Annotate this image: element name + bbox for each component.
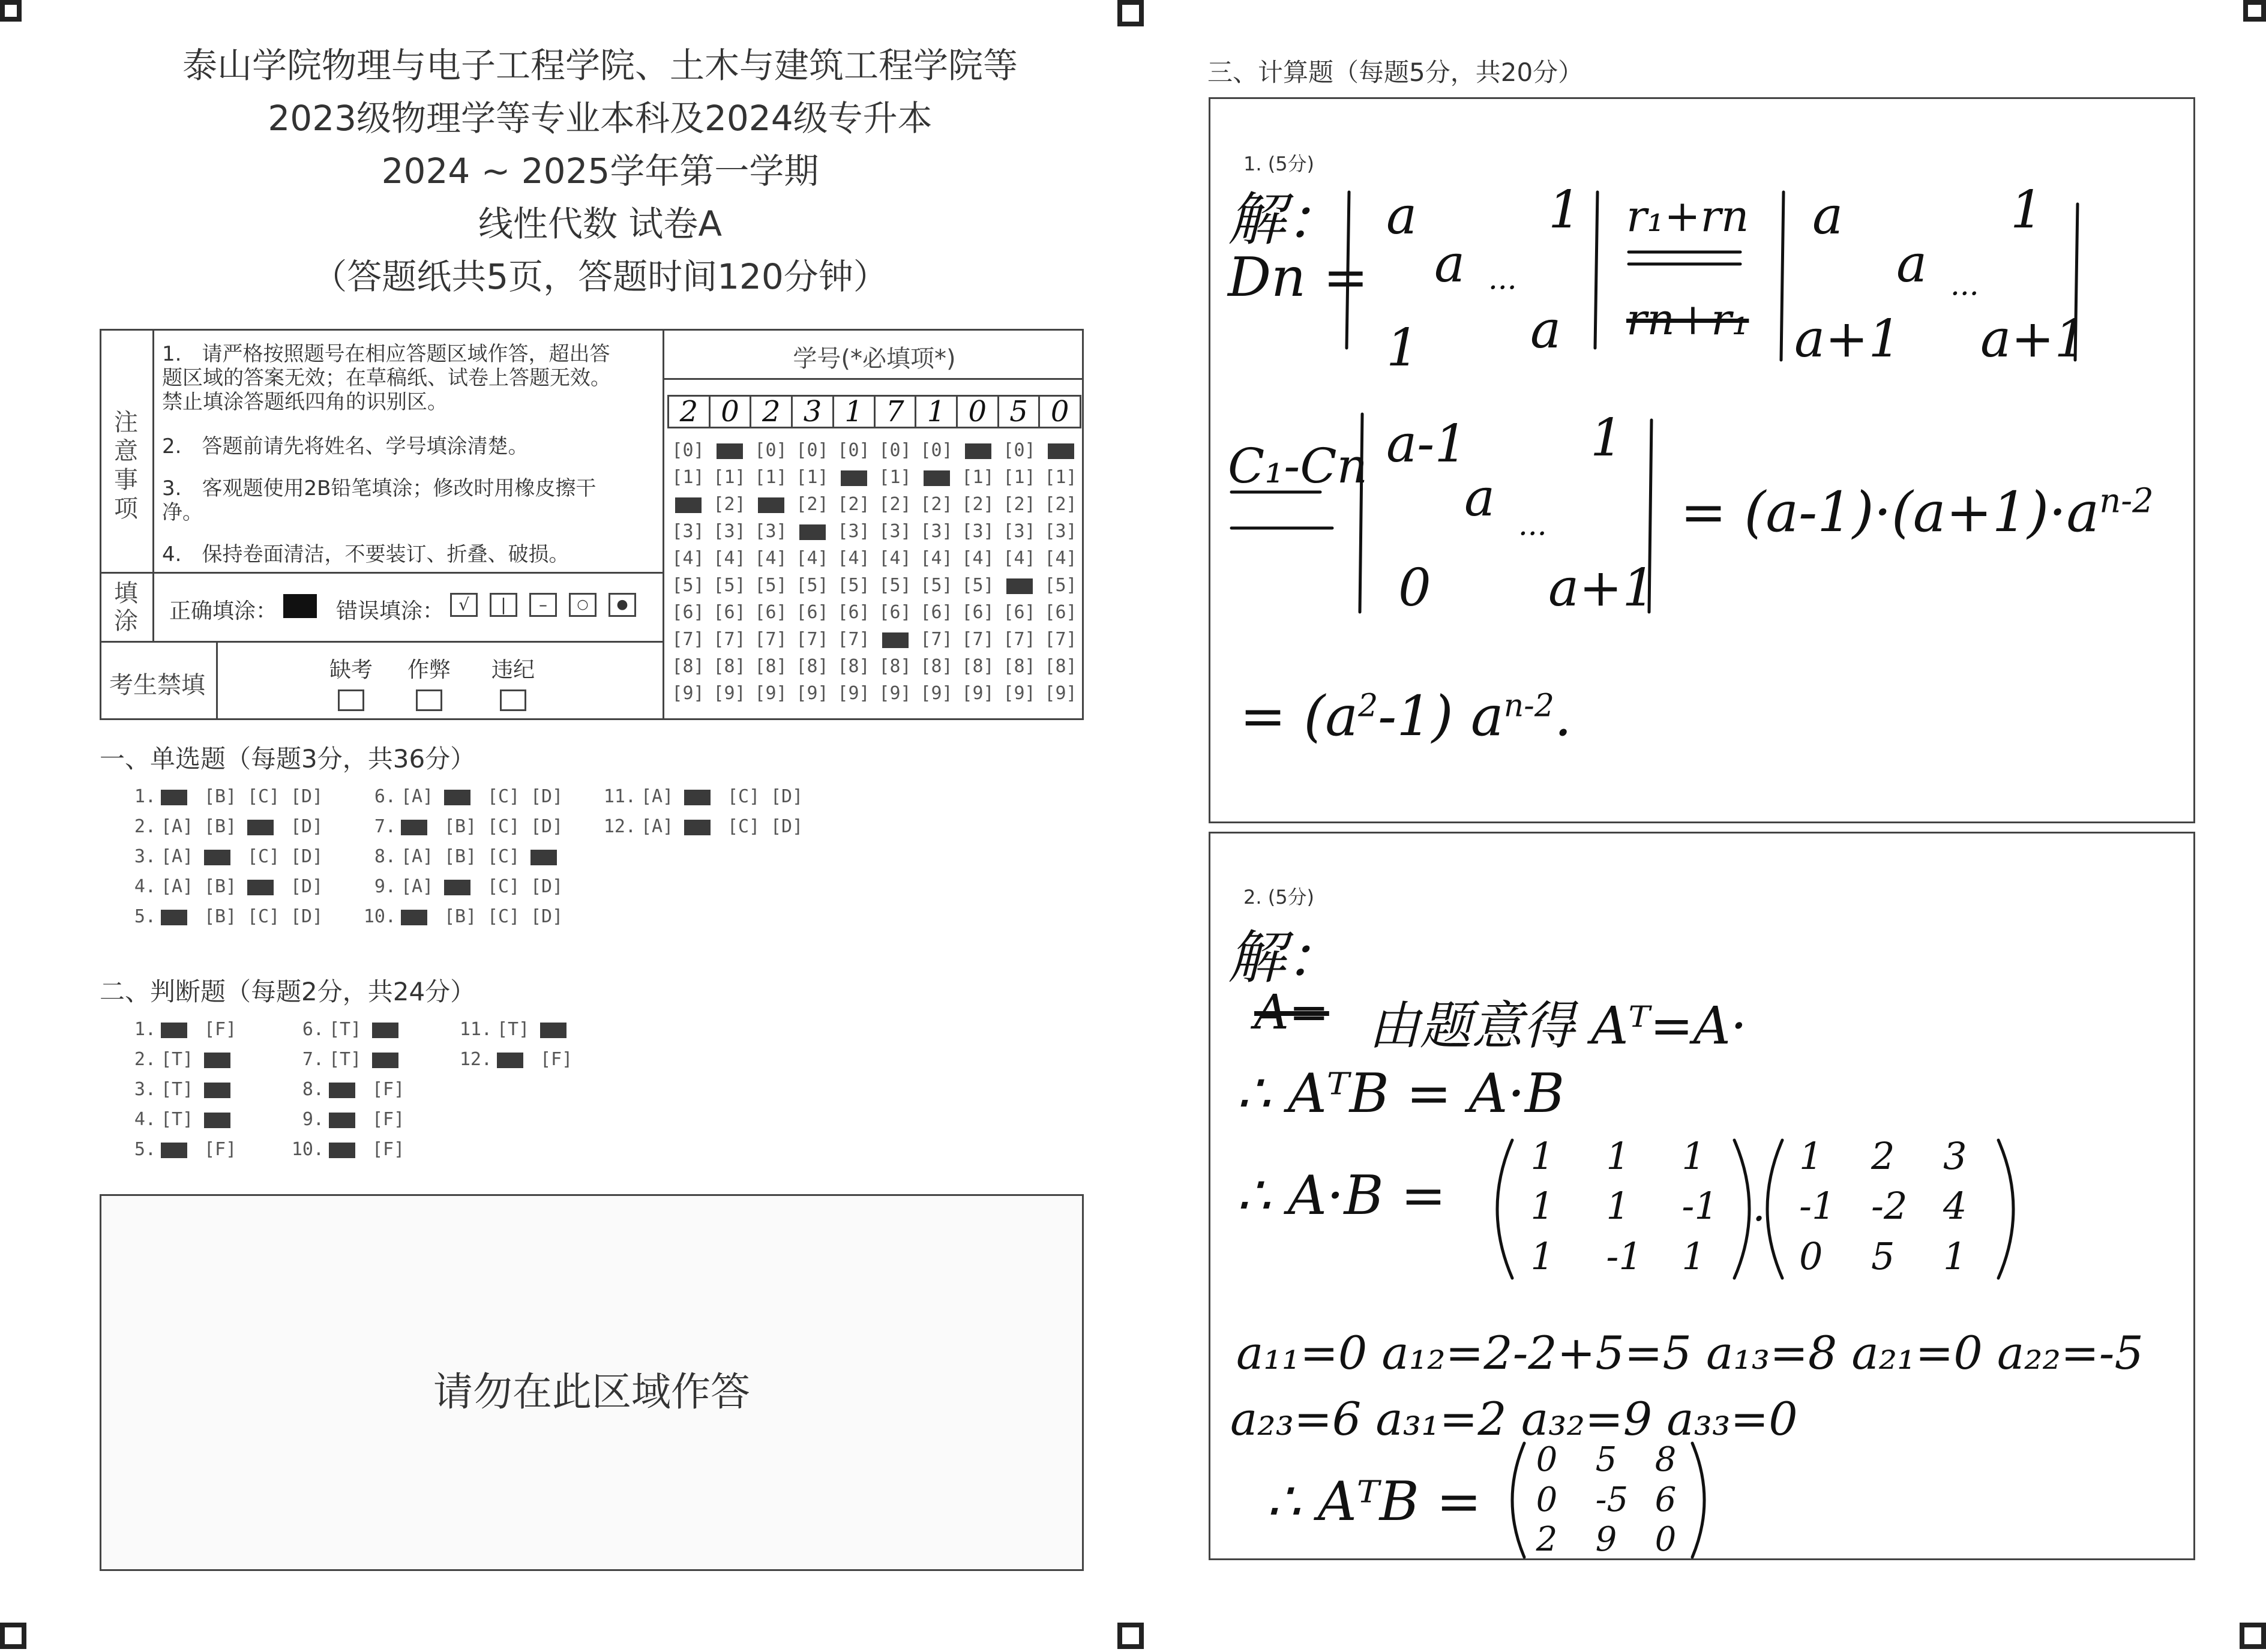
student-id-bubble[interactable]: [6] [961,602,994,623]
question-number: 8. [302,1079,324,1100]
student-id-digit: 0 [1050,395,1069,428]
student-id-bubble[interactable]: [7] [837,629,870,650]
option-bubble[interactable]: [T] [161,1079,194,1100]
student-id-bubble[interactable]: [7] [796,629,829,650]
student-id-bubble[interactable]: [4] [837,548,870,569]
option-bubble[interactable]: [D] [530,906,563,927]
student-id-bubble[interactable]: [0] [754,440,787,461]
student-id-bubble[interactable]: [0] [672,440,705,461]
option-bubble[interactable]: [D] [530,786,563,807]
matrix-entry: 6 [1654,1480,1677,1519]
student-id-bubble[interactable]: [3] [713,521,746,542]
student-id-bubble[interactable]: [2] [837,494,870,515]
student-id-bubble[interactable]: [2] [879,494,912,515]
matrix-entry: 8 [1654,1440,1677,1479]
option-bubble[interactable]: [T] [329,1049,362,1070]
question-number: 9. [374,876,396,897]
m1-e: 1 [1386,318,1419,378]
section3-title: 三、计算题（每题5分，共20分） [1207,58,1584,87]
student-id-bubble[interactable]: [1] [796,467,829,488]
matrix-entry: 1 [1606,1134,1630,1178]
student-id-bubble[interactable]: [1] [879,467,912,488]
student-id-bubble[interactable]: [5] [796,575,829,596]
student-id-bubble[interactable]: [9] [1044,683,1077,704]
student-id-bubble[interactable]: [9] [754,683,787,704]
student-id-digit: 5 [999,397,1041,427]
option-bubble[interactable]: [D] [530,816,563,837]
student-id-bubble[interactable]: [7] [672,629,705,650]
student-id-bubble[interactable]: [2] [1003,494,1036,515]
question-number: 1. [134,786,156,807]
student-id-bubble[interactable]: [5] [754,575,787,596]
student-id-bubble[interactable]: [8] [920,656,953,677]
student-id-bubble[interactable]: [6] [879,602,912,623]
option-bubble[interactable]: [C] [727,816,760,837]
question-number: 6. [374,786,396,807]
student-id-bubble[interactable]: [0] [920,440,953,461]
matrix-entry: 1 [1606,1184,1630,1228]
matrix-entry: 5 [1595,1440,1617,1479]
student-id-bubble[interactable]: [8] [1044,656,1077,677]
fill-wrong-label: 错误填涂： [336,599,445,623]
notice-item-2: 2. 答题前请先将姓名、学号填涂清楚。 [162,434,529,458]
forbid-option-label: 缺考 [329,658,373,682]
matrix-entry: 5 [1871,1234,1895,1278]
matrix-entry: 0 [1536,1440,1558,1479]
option-bubble[interactable]: [F] [372,1109,405,1130]
m1-e: 1 [1548,180,1581,240]
option-bubble[interactable]: [D] [290,786,323,807]
q1-op1b: rn+r₁ [1626,294,1749,344]
matrix-entry: -5 [1595,1480,1629,1519]
notice-label: 注意事项 [114,409,138,523]
student-id-bubble[interactable]: [6] [920,602,953,623]
student-id-bubble[interactable]: [1] [961,467,994,488]
question-number: 4. [134,876,156,897]
wrong-mark-check: √ [450,593,478,617]
student-id-bubble[interactable]: [8] [754,656,787,677]
header-line-1: 泰山学院物理与电子工程学院、土木与建筑工程学院等 [182,45,1018,86]
m2-e: a+1 [1794,309,1902,369]
option-bubble[interactable]: [T] [161,1049,194,1070]
student-id-bubble[interactable]: [7] [754,629,787,650]
option-bubble[interactable]: [B] [204,876,237,897]
student-id-bubble[interactable]: [5] [837,575,870,596]
forbid-option-label: 违纪 [491,658,535,682]
student-id-bubble[interactable]: [1] [1003,467,1036,488]
q1-jie: 解： [1228,186,1343,253]
student-id-bubble[interactable]: [8] [672,656,705,677]
option-bubble[interactable]: [B] [204,906,237,927]
student-id-bubble[interactable]: [8] [961,656,994,677]
student-id-bubble[interactable]: [7] [961,629,994,650]
student-id-bubble[interactable]: [3] [1003,521,1036,542]
m2-e: 1 [2010,180,2043,240]
option-bubble[interactable]: [D] [290,816,323,837]
student-id-digit: 0 [958,397,999,427]
header-line-3: 2024 ~ 2025学年第一学期 [381,151,819,191]
student-id-digit: 1 [916,397,958,427]
student-id-digit: 0 [711,397,752,427]
option-bubble[interactable]: [A] [401,876,434,897]
m2-e: ··· [1950,276,1979,311]
matrix-entry: -1 [1681,1184,1718,1228]
option-bubble[interactable]: [A] [161,816,194,837]
student-id-bubble[interactable]: [4] [920,548,953,569]
q1-res1: = (a-1)·(a+1)·a [1680,480,2100,544]
m3-e: ··· [1518,516,1547,551]
question-number: 3. [134,1079,156,1100]
option-bubble[interactable]: [D] [290,846,323,867]
q2-dot: · [1752,1194,1766,1243]
student-id-digit: 7 [876,397,917,427]
student-id-bubble[interactable]: [3] [754,521,787,542]
option-bubble[interactable]: [C] [487,846,520,867]
option-bubble[interactable]: [C] [487,786,520,807]
option-bubble[interactable]: [C] [247,786,280,807]
student-id-bubble[interactable]: [6] [1044,602,1077,623]
matrix-entry: 1 [1681,1134,1706,1178]
q2-label: 2. (5分) [1243,886,1315,909]
question-number: 3. [134,846,156,867]
question-number: 12. [459,1049,492,1070]
student-id-bubble[interactable]: [9] [920,683,953,704]
m2-e: a [1896,234,1928,294]
q1-dn: Dn = [1228,246,1369,309]
wrong-mark-dot: ● [609,593,636,617]
student-id-bubble[interactable]: [7] [1003,629,1036,650]
student-id-bubble[interactable]: [9] [672,683,705,704]
student-id-bubble[interactable]: [5] [879,575,912,596]
option-bubble[interactable]: [C] [487,876,520,897]
option-bubble[interactable]: [C] [487,906,520,927]
question-number: 11. [459,1019,492,1040]
option-bubble[interactable]: [B] [444,906,477,927]
student-id-bubble[interactable]: [3] [837,521,870,542]
student-id-bubble[interactable]: [4] [879,548,912,569]
student-id-bubble[interactable]: [1] [754,467,787,488]
wrong-mark-bar: | [490,593,517,617]
student-id-bubble[interactable]: [6] [713,602,746,623]
q1-op1: r₁+rn [1626,191,1749,241]
section1-title: 一、单选题（每题3分，共36分） [100,744,476,773]
header-line-4: 线性代数 试卷A [478,203,723,244]
student-id-bubble[interactable]: [4] [1003,548,1036,569]
option-bubble[interactable]: [F] [540,1049,573,1070]
q1-res2: = (a [1240,684,1359,748]
student-id-bubble[interactable]: [4] [754,548,787,569]
m3-e: a+1 [1548,558,1656,618]
student-id-bubble[interactable]: [2] [1044,494,1077,515]
matrix-entry: 2 [1871,1134,1895,1178]
question-number: 4. [134,1109,156,1130]
student-id-bubble[interactable]: [5] [920,575,953,596]
option-bubble[interactable]: [F] [372,1139,405,1160]
header-line-2: 2023级物理学等专业本科及2024级专升本 [268,98,933,139]
student-id-bubble[interactable]: [6] [1003,602,1036,623]
matrix-entry: 1 [1530,1234,1554,1278]
student-id-bubble[interactable]: [0] [796,440,829,461]
matrix-entry: 0 [1799,1234,1823,1278]
student-id-bubble[interactable]: [6] [837,602,870,623]
m1-e: a [1530,300,1561,360]
q1-res1-exp: n-2 [2099,481,2154,521]
q2-line3: ∴ A·B = [1236,1164,1446,1227]
student-id-bubble[interactable]: [8] [796,656,829,677]
q2-line6: ∴ AᵀB = [1266,1470,1482,1533]
option-bubble[interactable]: [B] [444,816,477,837]
matrix-entry: -1 [1799,1184,1836,1228]
student-id-bubble[interactable]: [7] [1044,629,1077,650]
option-bubble[interactable]: [D] [530,876,563,897]
q1-res2-end: . [1554,684,1572,748]
q2-strike: A= [1254,984,1329,1040]
student-id-bubble[interactable]: [1] [1044,467,1077,488]
q1-res2-exp: n-2 [1503,688,1554,724]
student-id-bubble[interactable]: [6] [796,602,829,623]
student-id-bubble[interactable]: [9] [796,683,829,704]
option-bubble[interactable]: [T] [329,1019,362,1040]
option-bubble[interactable]: [D] [290,876,323,897]
student-id-bubble[interactable]: [8] [879,656,912,677]
student-id-bubble[interactable]: [9] [837,683,870,704]
student-id-bubble[interactable]: [3] [672,521,705,542]
student-id-bubble[interactable]: [3] [1044,521,1077,542]
student-id-bubble[interactable]: [0] [837,440,870,461]
student-id-bubble[interactable]: [4] [961,548,994,569]
option-bubble[interactable]: [A] [401,786,434,807]
student-id-bubble[interactable]: [4] [672,548,705,569]
student-id-bubble[interactable]: [6] [754,602,787,623]
option-bubble[interactable]: [B] [204,816,237,837]
wrong-mark-circle: ○ [569,593,597,617]
question-number: 5. [134,1139,156,1160]
matrix-entry: 0 [1654,1520,1677,1560]
student-id-bubble[interactable]: [5] [1044,575,1077,596]
option-bubble[interactable]: [A] [161,846,194,867]
q1-op2: C₁-Cn [1228,438,1368,494]
notice-item-3: 3. 客观题使用2B铅笔填涂；修改时用橡皮擦干净。 [162,476,597,524]
matrix-entry: -1 [1606,1234,1642,1278]
student-id-bubble[interactable]: [0] [1003,440,1036,461]
student-id-bubble[interactable]: [9] [713,683,746,704]
question-number: 9. [302,1109,324,1130]
wrong-mark-dash: – [529,593,557,617]
q2-line5: a₂₃=6 a₃₁=2 a₃₂=9 a₃₃=0 [1230,1392,1798,1446]
matrix-entry: 1 [1530,1134,1554,1178]
question-number: 7. [302,1049,324,1070]
option-bubble[interactable]: [A] [641,816,674,837]
student-id-bubble[interactable]: [8] [713,656,746,677]
option-bubble[interactable]: [T] [497,1019,530,1040]
student-id-bubble[interactable]: [4] [713,548,746,569]
student-id-bubble[interactable]: [5] [713,575,746,596]
option-bubble[interactable]: [A] [641,786,674,807]
student-id-bubble[interactable]: [4] [1044,548,1077,569]
option-bubble[interactable]: [F] [204,1139,237,1160]
student-id-bubble[interactable]: [5] [961,575,994,596]
student-id-bubble[interactable]: [2] [796,494,829,515]
option-bubble[interactable]: [C] [247,906,280,927]
q1-label: 1. (5分) [1243,152,1315,175]
forbid-label: 考生禁填 [109,671,205,699]
q1-res2c: -1) a [1378,684,1504,748]
matrix-entry: 2 [1536,1520,1558,1560]
m3-e: 0 [1398,558,1431,618]
matrix-entry: -2 [1871,1184,1908,1228]
fill-correct-label: 正确填涂： [169,599,278,623]
option-bubble[interactable]: [D] [771,816,804,837]
question-number: 12. [603,816,636,837]
student-id-bubble[interactable]: [4] [796,548,829,569]
fill-label: 填涂 [114,580,138,635]
header-line-5: （答题纸共5页，答题时间120分钟） [312,256,888,297]
student-id-bubble[interactable]: [1] [672,467,705,488]
option-bubble[interactable]: [F] [372,1079,405,1100]
option-bubble[interactable]: [C] [727,786,760,807]
student-id-bubble[interactable]: [5] [672,575,705,596]
student-id-bubble[interactable]: [3] [879,521,912,542]
student-id-bubble[interactable]: [2] [920,494,953,515]
option-bubble[interactable]: [A] [401,846,434,867]
question-number: 2. [134,1049,156,1070]
student-id-bubble[interactable]: [7] [920,629,953,650]
matrix-entry: 3 [1943,1134,1967,1178]
notice-item-1: 1. 请严格按照题号在相应答题区域作答，超出答题区域的答案无效；在草稿纸、试卷上答题无效。禁止填涂答题纸四角的识别区。 [162,342,611,414]
question-number: 8. [374,846,396,867]
student-id-bubble[interactable]: [1] [713,467,746,488]
m1-e: ··· [1488,270,1517,305]
forbid-option-label: 作弊 [407,658,451,682]
option-bubble[interactable]: [C] [247,846,280,867]
question-number: 6. [302,1019,324,1040]
option-bubble[interactable]: [C] [487,816,520,837]
student-id-bubble[interactable]: [9] [961,683,994,704]
matrix-entry: 1 [1530,1184,1554,1228]
matrix-entry: 1 [1943,1234,1967,1278]
matrix-entry: 9 [1595,1520,1617,1560]
matrix-entry: 0 [1536,1480,1558,1519]
question-number: 7. [374,816,396,837]
student-id-bubble[interactable]: [3] [961,521,994,542]
matrix-entry: 1 [1799,1134,1823,1178]
q1-res2-sq: 2 [1358,688,1378,724]
m1-e: a [1434,234,1465,294]
student-id-label: 学号(*必填项*) [793,345,956,373]
m2-e: a+1 [1980,309,2088,369]
option-bubble[interactable]: [F] [204,1019,237,1040]
student-id-bubble[interactable]: [2] [961,494,994,515]
student-id-bubble[interactable]: [7] [713,629,746,650]
option-bubble[interactable]: [D] [290,906,323,927]
student-id-bubble[interactable]: [3] [920,521,953,542]
m3-e: a [1464,468,1495,528]
question-number: 1. [134,1019,156,1040]
question-number: 10. [291,1139,324,1160]
option-bubble[interactable]: [B] [204,786,237,807]
m3-e: 1 [1590,408,1623,468]
student-id-bubble[interactable]: [8] [837,656,870,677]
student-id-digit: 2 [751,397,793,427]
student-id-bubble[interactable]: [2] [713,494,746,515]
student-id-digit: 3 [793,397,834,427]
m1-e: a [1386,186,1417,246]
m3-e: a-1 [1386,414,1468,474]
question-number: 11. [603,786,636,807]
option-bubble[interactable]: [B] [444,846,477,867]
no-answer-text: 请勿在此区域作答 [433,1369,750,1415]
matrix-entry: 4 [1943,1184,1967,1228]
q2-line4: a₁₁=0 a₁₂=2-2+5=5 a₁₃=8 a₂₁=0 a₂₂=-5 [1236,1326,2144,1380]
option-bubble[interactable]: [A] [161,876,194,897]
student-id-bubble[interactable]: [0] [879,440,912,461]
student-id-bubble[interactable]: [9] [1003,683,1036,704]
student-id-bubble[interactable]: [6] [672,602,705,623]
question-number: 5. [134,906,156,927]
m2-e: a [1812,186,1844,246]
student-id-digit: 1 [834,397,876,427]
q2-line1: 由题意得 Aᵀ=A· [1368,996,1748,1056]
matrix-entry: 1 [1681,1234,1706,1278]
question-number: 2. [134,816,156,837]
student-id-digit: 2 [669,397,711,427]
student-id-bubble[interactable]: [9] [879,683,912,704]
q2-line2: ∴ AᵀB = A·B [1236,1062,1565,1125]
notice-item-4: 4. 保持卷面清洁，不要装订、折叠、破损。 [162,542,570,566]
q2-jie: 解： [1228,924,1343,991]
option-bubble[interactable]: [D] [771,786,804,807]
section2-title: 二、判断题（每题2分，共24分） [100,977,476,1006]
question-number: 10. [363,906,396,927]
option-bubble[interactable]: [T] [161,1109,194,1130]
student-id-bubble[interactable]: [8] [1003,656,1036,677]
